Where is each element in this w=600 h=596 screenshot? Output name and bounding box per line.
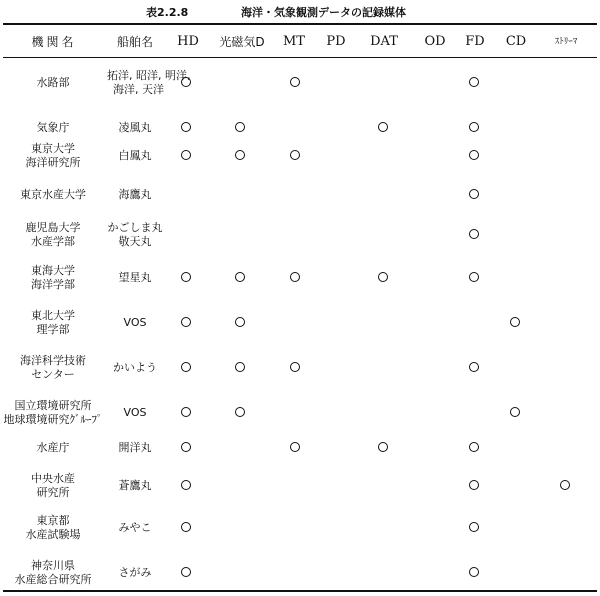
mark-mo xyxy=(235,272,245,282)
ship-line: 蒼鷹丸 xyxy=(118,479,152,492)
mark-cd xyxy=(510,317,520,327)
agency-cell xyxy=(4,463,102,509)
ship-line: 海鷹丸 xyxy=(118,188,152,201)
agency-cell xyxy=(4,255,102,301)
table-row xyxy=(0,463,600,509)
agency-line: 研究所 xyxy=(36,486,70,499)
agency-line: 地球環境研究ｸﾞﾙｰﾌﾟ xyxy=(3,413,103,426)
mark-mo xyxy=(235,150,245,160)
mark-hd xyxy=(181,442,191,452)
mark-mt xyxy=(290,442,300,452)
agency-line: 東北大学 xyxy=(31,309,75,322)
mark-hd xyxy=(181,407,191,417)
table-row xyxy=(0,300,600,346)
mark-hd xyxy=(181,567,191,577)
mark-fd xyxy=(469,189,479,199)
ship-cell xyxy=(100,255,170,301)
mark-fd xyxy=(469,272,479,282)
agency-cell xyxy=(4,345,102,391)
agency-line: 海洋学部 xyxy=(31,278,75,291)
header-media-fd: FD xyxy=(465,34,485,49)
mark-mo xyxy=(235,407,245,417)
agency-cell xyxy=(4,60,102,106)
table-row xyxy=(0,345,600,391)
mark-mo xyxy=(235,122,245,132)
mark-dat xyxy=(378,122,388,132)
ship-line: 海洋, 天洋 xyxy=(113,83,164,96)
ship-line: 白鳳丸 xyxy=(118,149,152,162)
ship-cell xyxy=(100,345,170,391)
table-top-rule xyxy=(3,23,597,25)
table-row xyxy=(0,255,600,301)
ship-line: かいよう xyxy=(113,361,157,374)
agency-line: センター xyxy=(31,368,75,381)
table-header-rule xyxy=(3,57,597,58)
agency-line: 水産総合研究所 xyxy=(14,573,92,586)
mark-mt xyxy=(290,150,300,160)
mark-dat xyxy=(378,272,388,282)
table-row xyxy=(0,212,600,258)
header-media-mt: MT xyxy=(283,34,305,49)
mark-hd xyxy=(181,362,191,372)
mark-mt xyxy=(290,272,300,282)
agency-cell xyxy=(4,212,102,258)
mark-mo xyxy=(235,317,245,327)
mark-fd xyxy=(469,150,479,160)
agency-line: 海洋研究所 xyxy=(25,156,81,169)
mark-fd xyxy=(469,480,479,490)
mark-hd xyxy=(181,480,191,490)
agency-line: 中央水産 xyxy=(31,472,75,485)
ship-line: みやこ xyxy=(118,521,152,534)
mark-hd xyxy=(181,150,191,160)
ship-cell xyxy=(100,300,170,346)
ship-line: VOS xyxy=(123,406,147,419)
mark-fd xyxy=(469,229,479,239)
mark-mo xyxy=(235,362,245,372)
agency-line: 水産学部 xyxy=(31,235,75,248)
mark-fd xyxy=(469,122,479,132)
agency-line: 海洋科学技術 xyxy=(20,354,86,367)
ship-line: 凌風丸 xyxy=(118,121,152,134)
mark-mt xyxy=(290,362,300,372)
ship-line: さがみ xyxy=(118,566,152,579)
header-media-pd: PD xyxy=(326,34,346,49)
mark-fd xyxy=(469,77,479,87)
agency-line: 国立環境研究所 xyxy=(14,399,92,412)
header-media-cd: CD xyxy=(505,34,527,49)
header-media-hd: HD xyxy=(177,34,199,49)
ship-cell xyxy=(100,505,170,551)
mark-hd xyxy=(181,77,191,87)
table-bottom-rule xyxy=(3,590,597,592)
table-row xyxy=(0,505,600,551)
table-title: 海洋・気象観測データの記録媒体 xyxy=(241,6,406,19)
mark-cd xyxy=(510,407,520,417)
agency-line: 東京都 xyxy=(36,514,70,527)
header-media-dat: DAT xyxy=(370,34,398,49)
ship-line: かごしま丸 xyxy=(107,221,163,234)
mark-hd xyxy=(181,122,191,132)
agency-line: 鹿児島大学 xyxy=(25,221,81,234)
table-number: 表2.2.8 xyxy=(146,6,189,19)
mark-fd xyxy=(469,362,479,372)
ship-cell xyxy=(107,60,191,106)
mark-streamer xyxy=(560,480,570,490)
ship-line: 望星丸 xyxy=(118,271,152,284)
ship-line: 敬天丸 xyxy=(118,235,152,248)
header-ship: 船舶名 xyxy=(116,35,153,49)
header-media-mo: 光磁気D xyxy=(219,35,265,49)
header-media-od: OD xyxy=(424,34,446,49)
mark-fd xyxy=(469,567,479,577)
mark-hd xyxy=(181,272,191,282)
mark-dat xyxy=(378,442,388,452)
table-row xyxy=(0,60,600,106)
agency-line: 水産試験場 xyxy=(25,528,81,541)
agency-line: 水産庁 xyxy=(36,441,70,454)
agency-line: 水路部 xyxy=(36,76,70,89)
agency-line: 東京水産大学 xyxy=(20,188,86,201)
ship-cell xyxy=(100,212,170,258)
agency-cell xyxy=(4,505,102,551)
agency-cell xyxy=(4,300,102,346)
agency-line: 東海大学 xyxy=(31,264,75,277)
mark-hd xyxy=(181,522,191,532)
mark-mt xyxy=(290,77,300,87)
agency-line: 東京大学 xyxy=(31,142,75,155)
agency-line: 神奈川県 xyxy=(31,559,75,572)
header-agency: 機関名 xyxy=(31,35,77,49)
mark-hd xyxy=(181,317,191,327)
mark-fd xyxy=(469,522,479,532)
ship-line: 開洋丸 xyxy=(118,441,152,454)
ship-cell xyxy=(100,463,170,509)
table-caption xyxy=(0,3,600,21)
header-media-streamer: ｽﾄﾘｰﾏ xyxy=(554,37,578,47)
mark-fd xyxy=(469,442,479,452)
agency-line: 気象庁 xyxy=(36,121,70,134)
agency-line: 理学部 xyxy=(36,323,70,336)
ship-line: VOS xyxy=(123,316,147,329)
ship-line: 拓洋, 昭洋, 明洋, xyxy=(107,69,191,82)
